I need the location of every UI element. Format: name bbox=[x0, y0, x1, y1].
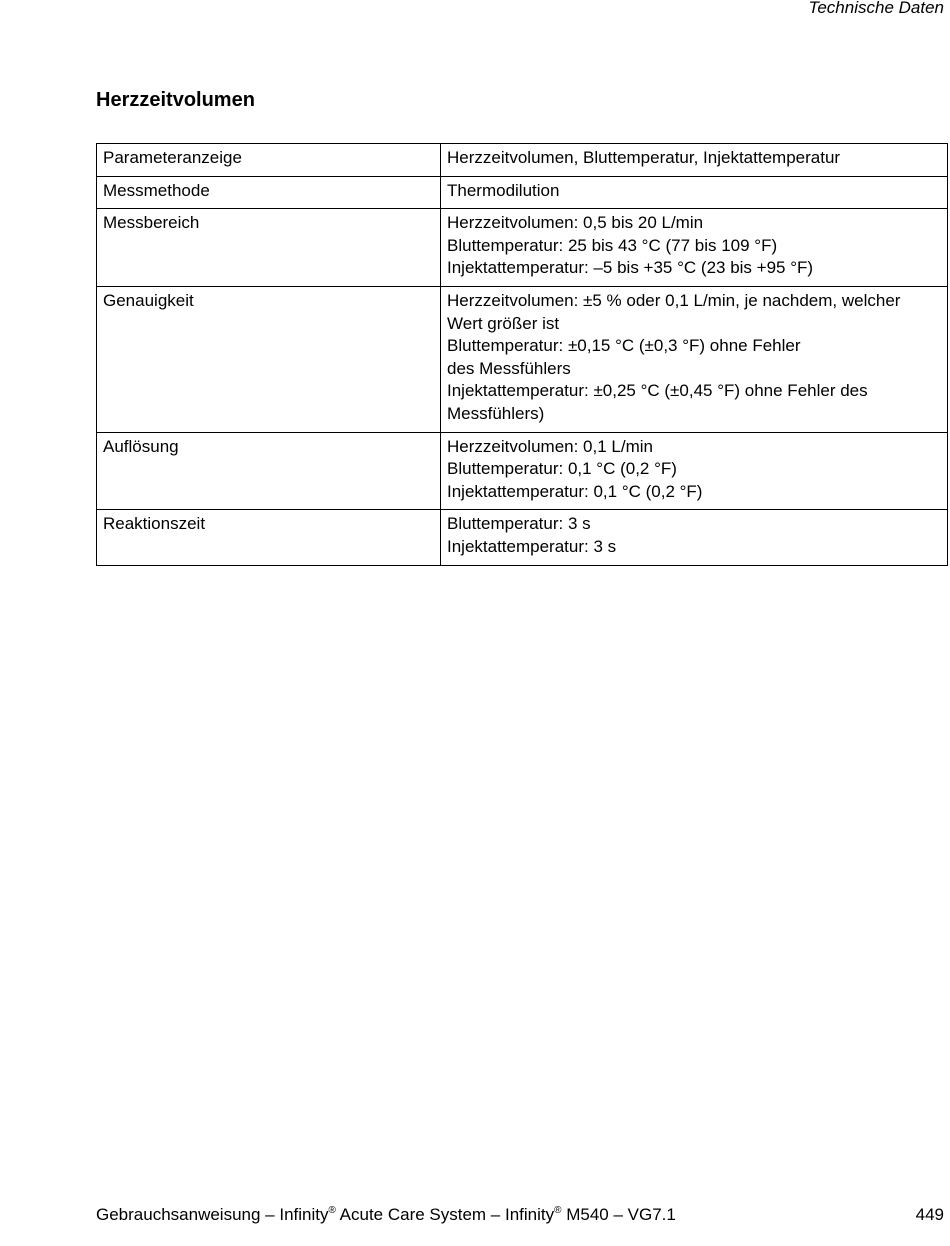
spec-table bbox=[96, 143, 948, 566]
parameter-value bbox=[441, 144, 948, 177]
parameter-label: Genauigkeit bbox=[97, 286, 441, 432]
registered-mark: ® bbox=[554, 1205, 562, 1216]
value-line: Herzzeitvolumen: 0,5 bis 20 L/min bbox=[447, 213, 704, 233]
page-number: 449 bbox=[915, 1205, 944, 1224]
footer-title-part: M540 – VG7.1 bbox=[561, 1205, 676, 1224]
parameter-label: Parameteranzeige bbox=[97, 144, 441, 177]
parameter-value bbox=[441, 209, 948, 287]
value-line: Injektattemperatur: ±0,25 °C (±0,45 °F) ohne Fehler des bbox=[447, 381, 868, 401]
value-line: Herzzeitvolumen: ±5 % oder 0,1 L/min, je nachdem, welcher bbox=[447, 290, 901, 310]
table-row bbox=[97, 432, 948, 510]
value-line: Bluttemperatur: 0,1 °C (0,2 °F) bbox=[447, 459, 677, 479]
parameter-label: Auflösung bbox=[97, 432, 441, 510]
running-header: Technische Daten bbox=[808, 0, 944, 17]
table-row bbox=[97, 209, 948, 287]
parameter-value bbox=[441, 510, 948, 565]
footer-title-part: Gebrauchsanweisung – Infinity bbox=[96, 1205, 329, 1224]
value-line: Injektattemperatur: 3 s bbox=[447, 536, 617, 556]
value-line: Injektattemperatur: 0,1 °C (0,2 °F) bbox=[447, 481, 703, 501]
value-line: Bluttemperatur: ±0,15 °C (±0,3 °F) ohne Fehler bbox=[447, 336, 801, 356]
value-line: Bluttemperatur: 3 s bbox=[447, 514, 591, 534]
value-line: des Messfühlers bbox=[447, 358, 571, 378]
parameter-value bbox=[441, 286, 948, 432]
table-row bbox=[97, 286, 948, 432]
value-line: Thermodilution bbox=[447, 180, 560, 200]
value-line: Wert größer ist bbox=[447, 313, 560, 333]
table-row bbox=[97, 510, 948, 565]
footer-title-part: Acute Care System – Infinity bbox=[335, 1205, 555, 1224]
parameter-value bbox=[441, 176, 948, 209]
value-line: Injektattemperatur: –5 bis +35 °C (23 bis +95 °F) bbox=[447, 258, 814, 278]
table-row bbox=[97, 176, 948, 209]
registered-mark: ® bbox=[328, 1205, 336, 1216]
section-title: Herzzeitvolumen bbox=[96, 89, 255, 111]
parameter-label: Messmethode bbox=[97, 176, 441, 209]
value-line: Herzzeitvolumen: 0,1 L/min bbox=[447, 436, 653, 456]
value-line: Bluttemperatur: 25 bis 43 °C (77 bis 109 °F) bbox=[447, 235, 778, 255]
value-line: Messfühlers) bbox=[447, 403, 545, 423]
parameter-label: Messbereich bbox=[97, 209, 441, 287]
table-row bbox=[97, 144, 948, 177]
parameter-value bbox=[441, 432, 948, 510]
footer-document-title bbox=[96, 1205, 676, 1225]
value-line: Herzzeitvolumen, Bluttemperatur, Injektattemperatur bbox=[447, 148, 841, 167]
parameter-label: Reaktionszeit bbox=[97, 510, 441, 565]
